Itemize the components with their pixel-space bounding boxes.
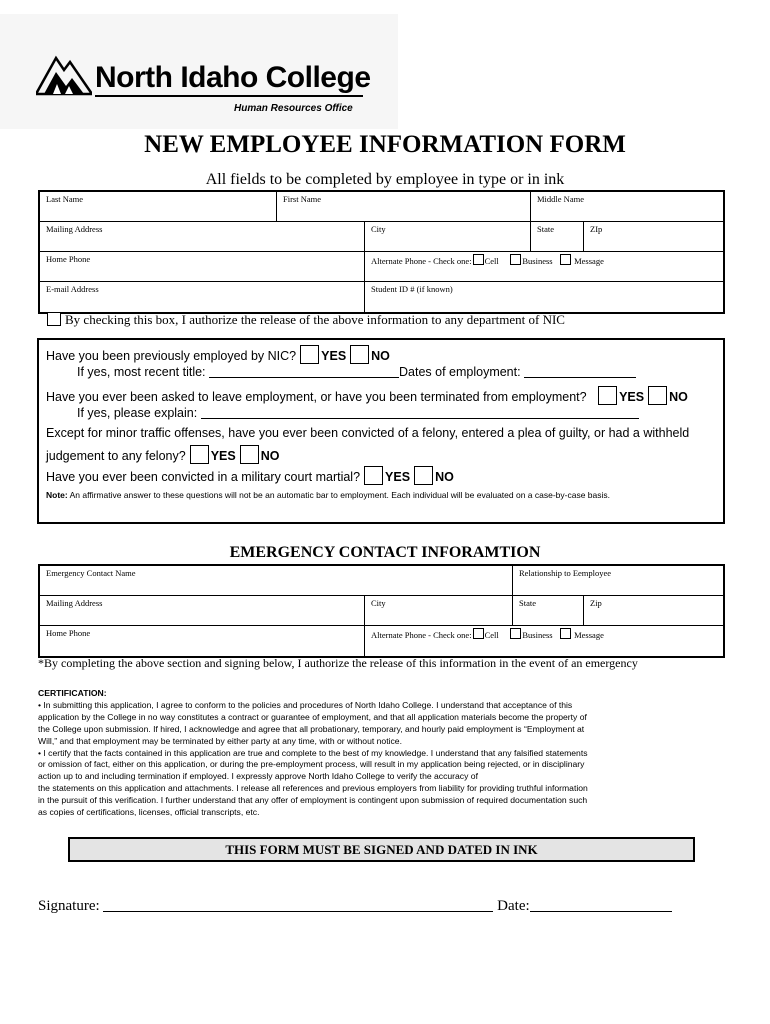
employee-info-grid <box>38 190 725 314</box>
certification-line: • I certify that the facts contained in this application are true and complete to the best of my knowledge. I understand that any falsified statements <box>38 747 588 758</box>
form-subtitle: All fields to be completed by employee in type or in ink <box>205 171 565 188</box>
emergency-state-field[interactable]: State <box>512 596 583 625</box>
emergency-zip-field[interactable]: Zip <box>583 596 725 625</box>
logo-divider <box>95 95 363 97</box>
no-checkbox[interactable] <box>240 445 259 464</box>
question-terminated: Have you ever been asked to leave employment, or have you been terminated from employment? YES NO <box>46 386 688 405</box>
last-name-field[interactable]: Last Name <box>46 194 84 204</box>
certification-line: action up to and including termination if employed. I expressly approve North Idaho College to verify the accuracy of <box>38 771 478 782</box>
relationship-field[interactable]: Relationship to Eemployee <box>512 566 725 595</box>
state-field[interactable]: State <box>530 222 583 251</box>
certification-line: • In submitting this application, I agree to conform to the policies and procedures of North Idaho College. I understand that acceptance of this <box>38 699 573 710</box>
certification-line: the statements on this application and attachments. I release all references and previous employers from liability for providing truthful information <box>38 783 588 794</box>
date-label: Date: <box>497 898 530 914</box>
city-field[interactable]: City <box>364 222 530 251</box>
zip-field[interactable]: ZIp <box>583 222 725 251</box>
office-name: Human Resources Office <box>234 103 353 114</box>
phone-row <box>40 252 723 282</box>
emergency-alternate-phone-field[interactable]: Alternate Phone - Check one: Cell Business Message <box>364 626 725 656</box>
signature-label: Signature: <box>38 898 100 914</box>
question-felony: Except for minor traffic offenses, have you ever been convicted of a felony, entered a plea of guilty, or had a withheld <box>46 426 690 440</box>
message-checkbox[interactable] <box>560 254 571 265</box>
emergency-contact-grid <box>38 564 725 658</box>
college-name: North Idaho College <box>95 61 371 94</box>
emergency-phone-row <box>40 626 723 656</box>
question-court-martial: Have you ever been convicted in a military court martial? YES NO <box>46 466 454 485</box>
email-field[interactable]: E-mail Address <box>46 284 99 294</box>
emergency-release-text: *By completing the above section and signing below, I authorize the release of this information in the event of an emergency <box>38 656 638 670</box>
yes-checkbox[interactable] <box>364 466 383 485</box>
business-checkbox[interactable] <box>510 628 521 639</box>
cell-checkbox[interactable] <box>473 628 484 639</box>
employment-questions <box>37 338 725 524</box>
certification-section <box>38 688 688 819</box>
form-title: NEW EMPLOYEE INFORMATION FORM <box>144 131 626 158</box>
no-checkbox[interactable] <box>648 386 667 405</box>
recent-title-line[interactable] <box>209 377 399 378</box>
no-checkbox[interactable] <box>350 345 369 364</box>
business-checkbox[interactable] <box>510 254 521 265</box>
signature-row <box>38 898 672 915</box>
emergency-contact-name-field[interactable]: Emergency Contact Name <box>46 568 136 578</box>
authorize-checkbox[interactable] <box>47 312 61 326</box>
question-recent-title: If yes, most recent title: Dates of employment: <box>77 365 636 379</box>
certification-line: as copies of certifications, licenses, official transcripts, etc. <box>38 807 260 818</box>
emergency-city-field[interactable]: City <box>364 596 512 625</box>
cell-checkbox[interactable] <box>473 254 484 265</box>
yes-checkbox[interactable] <box>190 445 209 464</box>
sign-in-ink-banner: THIS FORM MUST BE SIGNED AND DATED IN INK <box>68 837 695 862</box>
alternate-phone-field[interactable]: Alternate Phone - Check one: Cell Business Message <box>364 252 725 281</box>
home-phone-field[interactable]: Home Phone <box>46 254 91 264</box>
no-checkbox[interactable] <box>414 466 433 485</box>
first-name-field[interactable]: First Name <box>276 192 530 221</box>
emergency-mailing-address-field[interactable]: Mailing Address <box>46 598 103 608</box>
certification-line: Will,” and that employment may be terminated by either party at any time, with or without notice. <box>38 735 402 746</box>
mailing-address-field[interactable]: Mailing Address <box>46 224 103 234</box>
signature-line[interactable] <box>103 911 493 912</box>
yes-checkbox[interactable] <box>598 386 617 405</box>
question-explain: If yes, please explain: <box>77 406 639 420</box>
question-felony-cont: judgement to any felony? YES NO <box>46 445 279 464</box>
authorize-text: By checking this box, I authorize the release of the above information to any department of NIC <box>65 312 565 327</box>
middle-name-field[interactable]: Middle Name <box>530 192 725 221</box>
address-row <box>40 222 723 252</box>
certification-line: application by the College in no way constitutes a contract or guarantee of employment, and that all application materials become the property of <box>38 711 587 722</box>
certification-line: the College upon submission. If hired, I acknowledge and agree that all probationary, temporary, and hourly paid employment is “Employment at <box>38 723 585 734</box>
affirmative-note: Note: An affirmative answer to these questions will not be an automatic bar to employment. Each individual will be evaluated on a case-by-case basis. <box>46 490 610 500</box>
question-previous-employment: Have you been previously employed by NIC? YES NO <box>46 345 390 364</box>
emergency-address-row <box>40 596 723 626</box>
explain-line[interactable] <box>201 418 639 419</box>
name-row <box>40 192 723 222</box>
student-id-field[interactable]: Student ID # (if known) <box>364 282 725 312</box>
logo-area <box>0 14 398 129</box>
date-line[interactable] <box>530 911 672 912</box>
message-checkbox[interactable] <box>560 628 571 639</box>
authorize-release <box>46 312 565 328</box>
emergency-section-title: EMERGENCY CONTACT INFORAMTION <box>229 544 541 561</box>
mountain-logo-icon <box>36 52 92 96</box>
dates-line[interactable] <box>524 377 636 378</box>
certification-line: or omission of fact, either on this application, or during the pre-employment process, will result in my application being rejected, or in disciplinary <box>38 759 585 770</box>
yes-checkbox[interactable] <box>300 345 319 364</box>
certification-title: CERTIFICATION: <box>38 688 107 698</box>
emergency-name-row <box>40 566 723 596</box>
email-row <box>40 282 723 312</box>
emergency-home-phone-field[interactable]: Home Phone <box>46 628 91 638</box>
certification-line: in the pursuit of this verification. I further understand that any offer of employment is contingent upon submission of required documentation such <box>38 795 588 806</box>
